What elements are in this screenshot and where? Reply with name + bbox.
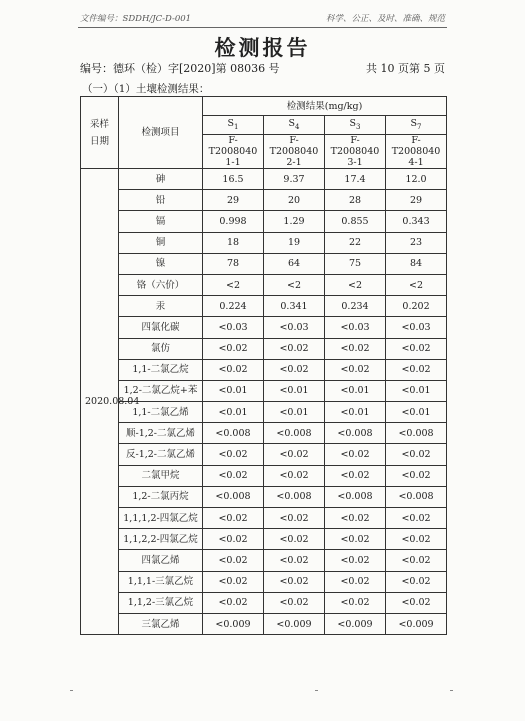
section-title: （一）（1）土壤检测结果： (82, 83, 210, 95)
table-row (81, 274, 447, 295)
test-item: 1,1-二氯乙烷 (119, 359, 203, 380)
test-item: 三氯乙烯 (119, 613, 203, 634)
result-value: <0.01 (325, 380, 386, 401)
result-value: <0.02 (203, 465, 264, 486)
test-item: 1,2-二氯乙烷+苯 (119, 380, 203, 401)
test-item: 汞 (119, 296, 203, 317)
sample-site-header (203, 116, 264, 135)
result-value: <0.009 (325, 613, 386, 634)
result-value: 17.4 (325, 169, 386, 190)
test-item: 氯仿 (119, 338, 203, 359)
result-value: <0.008 (386, 423, 447, 444)
test-item: 1,1,1,2-四氯乙烷 (119, 508, 203, 529)
result-value: <0.02 (264, 338, 325, 359)
result-value: 16.5 (203, 169, 264, 190)
result-value: <0.02 (325, 465, 386, 486)
test-item: 1,1,1-三氯乙烷 (119, 571, 203, 592)
result-value: <0.008 (325, 423, 386, 444)
result-value: <0.008 (203, 423, 264, 444)
sample-site-subscript: 3 (356, 122, 361, 131)
result-header: 检测结果(mg/kg) (203, 97, 447, 116)
result-value: <0.02 (325, 529, 386, 550)
table-row (81, 211, 447, 232)
result-value: 75 (325, 253, 386, 274)
result-value: 78 (203, 253, 264, 274)
test-item: 镉 (119, 211, 203, 232)
result-value: <0.03 (203, 317, 264, 338)
result-value: <2 (386, 274, 447, 295)
result-value: <0.02 (325, 592, 386, 613)
result-value: 0.234 (325, 296, 386, 317)
soil-results-table (80, 96, 447, 635)
sample-site-subscript: 4 (295, 122, 300, 131)
result-value: 0.855 (325, 211, 386, 232)
test-item: 四氯化碳 (119, 317, 203, 338)
result-value: <0.02 (325, 338, 386, 359)
result-value: <0.02 (203, 508, 264, 529)
result-value: <0.03 (264, 317, 325, 338)
result-value: 20 (264, 190, 325, 211)
test-item: 二氯甲烷 (119, 465, 203, 486)
result-value: 29 (386, 190, 447, 211)
sample-site-header (264, 116, 325, 135)
table-row (81, 571, 447, 592)
result-value: <0.02 (203, 359, 264, 380)
result-value: <0.02 (264, 571, 325, 592)
result-value: 84 (386, 253, 447, 274)
footer-mark (315, 690, 318, 691)
report-number: 编号：德环（检）字[2020]第 08036 号 (80, 62, 280, 75)
result-value: 23 (386, 232, 447, 253)
test-item: 1,1,2,2-四氯乙烷 (119, 529, 203, 550)
test-item: 铅 (119, 190, 203, 211)
result-value: <0.02 (386, 529, 447, 550)
result-value: <0.02 (203, 444, 264, 465)
result-value: <0.03 (325, 317, 386, 338)
table-row (81, 317, 447, 338)
result-value: <0.02 (264, 508, 325, 529)
table-row (81, 296, 447, 317)
result-value: <0.01 (325, 402, 386, 423)
result-value: <0.02 (386, 550, 447, 571)
result-value: 12.0 (386, 169, 447, 190)
result-value: <0.02 (386, 359, 447, 380)
table-row (81, 550, 447, 571)
result-value: <0.02 (325, 508, 386, 529)
result-value: 0.224 (203, 296, 264, 317)
sample-site-header (386, 116, 447, 135)
result-value: <0.02 (264, 465, 325, 486)
result-value: 19 (264, 232, 325, 253)
table-row (81, 465, 447, 486)
header-motto: 科学、公正、及时、准确、规范 (325, 14, 445, 24)
result-value: <0.02 (386, 508, 447, 529)
result-value: <0.008 (325, 486, 386, 507)
result-value: <0.02 (386, 444, 447, 465)
table-row (81, 232, 447, 253)
footer-mark (70, 690, 73, 691)
item-column-header: 检测项目 (119, 97, 203, 169)
header-divider (78, 27, 447, 28)
table-row (81, 529, 447, 550)
test-item: 铬（六价） (119, 274, 203, 295)
result-value: 29 (203, 190, 264, 211)
document-number: 文件编号：SDDH/JC-D-001 (80, 14, 192, 24)
result-value: <0.02 (325, 571, 386, 592)
result-value: <0.02 (264, 359, 325, 380)
table-row (81, 359, 447, 380)
result-value: <0.008 (203, 486, 264, 507)
result-value: <2 (203, 274, 264, 295)
result-value: <0.008 (264, 486, 325, 507)
result-value: <0.02 (386, 571, 447, 592)
table-row (81, 508, 447, 529)
result-value: <0.02 (386, 338, 447, 359)
table-row (81, 423, 447, 444)
result-value: <0.02 (386, 465, 447, 486)
result-value: <0.02 (325, 444, 386, 465)
sample-site-label: S (288, 117, 296, 129)
result-value: <0.02 (264, 550, 325, 571)
result-value: 18 (203, 232, 264, 253)
result-value: 28 (325, 190, 386, 211)
result-value: <0.02 (264, 592, 325, 613)
result-value: 0.343 (386, 211, 447, 232)
result-value: <0.01 (203, 402, 264, 423)
result-value: <0.03 (386, 317, 447, 338)
sample-code: F-T2008040 1-1 (203, 135, 264, 169)
result-value: <0.02 (264, 529, 325, 550)
test-item: 铜 (119, 232, 203, 253)
result-value: <0.01 (264, 402, 325, 423)
result-value: <0.01 (203, 380, 264, 401)
sampling-date: 2020.08.04 (81, 169, 119, 635)
result-value: <0.01 (264, 380, 325, 401)
result-value: <0.008 (264, 423, 325, 444)
test-item: 1,1-二氯乙烯 (119, 402, 203, 423)
result-value: <0.009 (386, 613, 447, 634)
result-value: <0.009 (203, 613, 264, 634)
footer-mark (450, 690, 453, 691)
result-value: 22 (325, 232, 386, 253)
test-item: 1,1,2-三氯乙烷 (119, 592, 203, 613)
date-column-header: 采样日期 (81, 97, 119, 169)
result-value: <2 (264, 274, 325, 295)
table-row (81, 169, 447, 190)
page-indicator: 共 10 页第 5 页 (366, 62, 445, 75)
result-value: <2 (325, 274, 386, 295)
result-value: 0.998 (203, 211, 264, 232)
table-row (81, 444, 447, 465)
result-value: <0.02 (203, 592, 264, 613)
page-title: 检测报告 (214, 36, 311, 60)
table-row (81, 613, 447, 634)
table-row (81, 592, 447, 613)
result-value: 0.341 (264, 296, 325, 317)
sample-site-subscript: 1 (234, 122, 239, 131)
test-item: 顺-1,2-二氯乙烯 (119, 423, 203, 444)
sample-code: F-T2008040 4-1 (386, 135, 447, 169)
sample-site-header (325, 116, 386, 135)
result-value: <0.02 (264, 444, 325, 465)
sample-code: F-T2008040 2-1 (264, 135, 325, 169)
result-value: <0.01 (386, 380, 447, 401)
sample-site-subscript: 7 (417, 122, 422, 131)
table-row (81, 486, 447, 507)
result-value: <0.02 (386, 592, 447, 613)
sample-site-label: S (410, 117, 418, 129)
test-item: 镍 (119, 253, 203, 274)
result-value: 0.202 (386, 296, 447, 317)
test-item: 反-1,2-二氯乙烯 (119, 444, 203, 465)
result-value: <0.02 (203, 550, 264, 571)
result-value: <0.02 (325, 359, 386, 380)
test-item: 四氯乙烯 (119, 550, 203, 571)
result-value: 64 (264, 253, 325, 274)
table-row (81, 253, 447, 274)
table-row (81, 190, 447, 211)
result-value: <0.009 (264, 613, 325, 634)
table-row (81, 338, 447, 359)
result-value: <0.008 (386, 486, 447, 507)
result-value: <0.02 (203, 529, 264, 550)
sample-site-label: S (349, 117, 357, 129)
sample-site-label: S (227, 117, 235, 129)
test-item: 1,2-二氯丙烷 (119, 486, 203, 507)
result-value: 9.37 (264, 169, 325, 190)
result-value: <0.01 (386, 402, 447, 423)
sample-code: F-T2008040 3-1 (325, 135, 386, 169)
result-value: 1.29 (264, 211, 325, 232)
result-value: <0.02 (203, 338, 264, 359)
result-value: <0.02 (325, 550, 386, 571)
test-item: 砷 (119, 169, 203, 190)
result-value: <0.02 (203, 571, 264, 592)
